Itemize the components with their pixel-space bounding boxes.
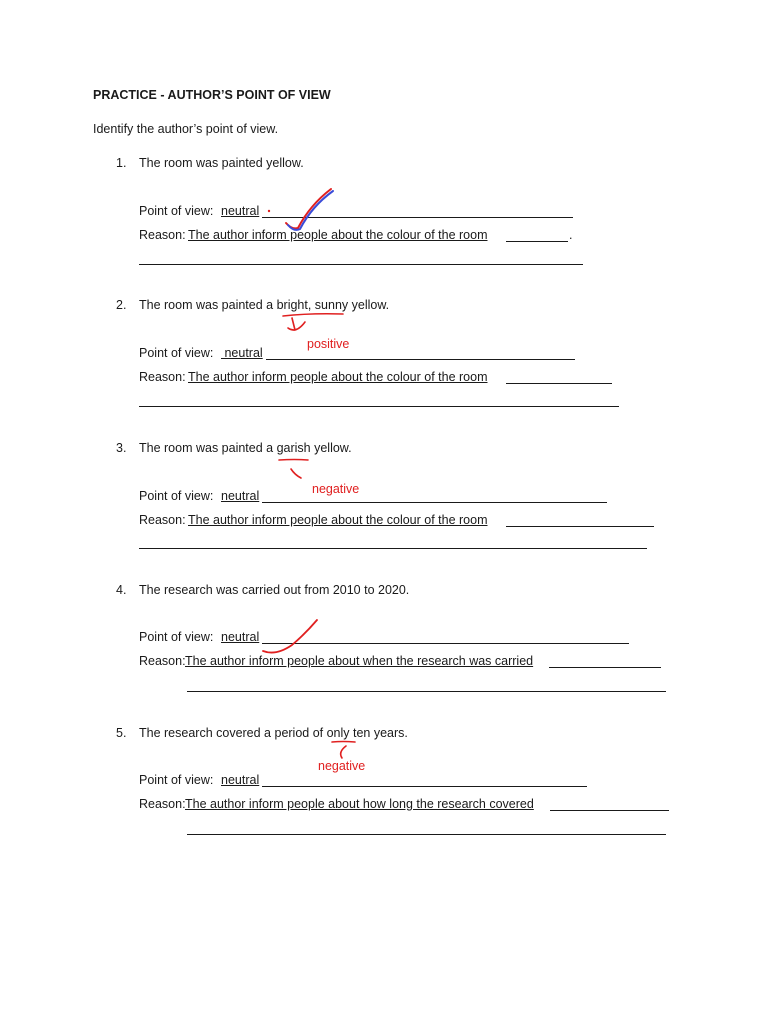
pov-answer-line [262,217,573,218]
reason-answer: The author inform people about the colour of the room [188,370,488,384]
reason-answer: The author inform people about the colour of the room [188,228,488,242]
question-number: 5. [116,726,127,740]
reason-label: Reason: [139,370,186,384]
question-text: The research was carried out from 2010 to 2020. [139,583,410,597]
reason-label: Reason: [139,654,186,668]
reason-period: . [569,228,573,242]
pov-answer-line [262,786,587,787]
reason-extra-line [139,406,619,407]
pov-answer: neutral [221,630,260,644]
question-text: The room was painted a garish yellow. [139,441,352,455]
handwritten-annotation: negative [318,759,366,773]
pov-answer-line [262,643,629,644]
reason-extra-line [139,264,583,265]
reason-label: Reason: [139,513,186,527]
check-mark-icon [268,189,333,230]
reason-label: Reason: [139,797,186,811]
pov-answer-line [266,359,575,360]
question-text: The room was painted a bright, sunny yellow. [139,298,390,312]
question-number: 2. [116,298,127,312]
reason-extra-line [187,834,666,835]
handwritten-annotation: negative [312,482,360,496]
question-text: The research covered a period of only ten years. [139,726,408,740]
pov-label: Point of view: [139,489,214,503]
pov-answer: neutral [221,346,263,360]
reason-answer-line [506,383,612,384]
question-number: 4. [116,583,127,597]
question-number: 1. [116,156,127,170]
handwritten-annotation: positive [307,337,350,351]
check-mark-icon [263,620,317,653]
pov-label: Point of view: [139,204,214,218]
pov-label: Point of view: [139,773,214,787]
page-title: PRACTICE - AUTHOR’S POINT OF VIEW [93,88,331,102]
pov-answer-line [262,502,607,503]
underline-arrow-icon [283,314,343,330]
pov-answer: neutral [221,489,260,503]
question-text: The room was painted yellow. [139,156,304,170]
pov-label: Point of view: [139,346,214,360]
pov-label: Point of view: [139,630,214,644]
pov-answer: neutral [221,204,260,218]
reason-answer: The author inform people about how long the research covered [185,797,534,811]
instruction-text: Identify the author’s point of view. [93,122,279,136]
reason-label: Reason: [139,228,186,242]
underline-arrow-icon [279,460,308,479]
reason-answer-line [550,810,669,811]
reason-answer-line [506,526,654,527]
reason-answer: The author inform people about when the research was carried [185,654,534,668]
reason-extra-line [139,548,647,549]
reason-answer-line [506,241,568,242]
reason-answer: The author inform people about the colour of the room [188,513,488,527]
question-number: 3. [116,441,127,455]
reason-answer-line [549,667,661,668]
pov-answer: neutral [221,773,260,787]
reason-extra-line [187,691,666,692]
underline-arrow-icon [332,742,355,759]
